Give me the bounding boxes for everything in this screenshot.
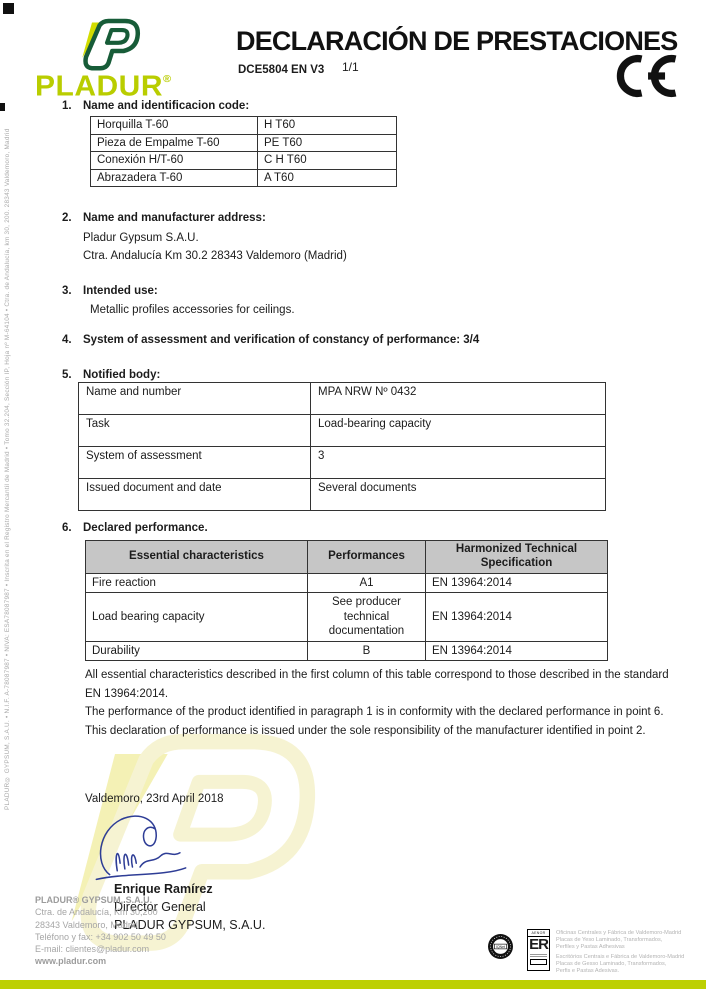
section-5-heading	[62, 369, 160, 381]
section-heading-text: Declared performance.	[83, 522, 208, 534]
column-header: Essential characteristics	[86, 541, 308, 574]
iqnet-certification-icon	[487, 933, 514, 960]
footer-line: Perfis e Pastas Adesivas.	[556, 968, 620, 974]
table-row	[91, 169, 397, 187]
table-row	[86, 574, 608, 593]
section-number: 4.	[62, 334, 72, 346]
label-cell: Name and number	[79, 383, 311, 415]
section-number: 5.	[62, 369, 72, 381]
footer-offices-es	[556, 930, 701, 951]
table-header-row	[86, 541, 608, 574]
specification-cell: EN 13964:2014	[426, 642, 608, 661]
section-heading-text: Name and manufacturer address:	[83, 212, 266, 224]
aenor-fineprint-line	[530, 954, 547, 955]
section-number: 2.	[62, 212, 72, 224]
label-cell: Issued document and date	[79, 479, 311, 511]
corner-print-mark	[3, 3, 14, 14]
section-heading-text: System of assessment and verification of constancy of performance: 3/4	[83, 334, 480, 346]
signatory-name: Enrique Ramírez	[114, 882, 213, 896]
performance-cell: A1	[308, 574, 426, 593]
product-code-cell: A T60	[258, 169, 397, 187]
side-registry-text: PLADUR® GYPSUM, S.A.U. • N.I.F. A-78087987 • NIVA: ESA78087987 • Inscrita en el Registro Mercantil de Madrid • Tomo 32.204, Sección IP, Hoja nº M-64104 • Ctra. de Andalucía, km 30, 200. 28343 Valdemoro, Madrid	[4, 128, 11, 810]
product-name-cell: Pieza de Empalme T-60	[91, 134, 258, 152]
pladur-wordmark	[35, 71, 172, 104]
table-row	[91, 152, 397, 170]
aenor-number-box	[530, 959, 547, 965]
footer-line: Placas de Gesso Laminado, Transformados,	[556, 961, 667, 967]
performance-line: technical	[343, 610, 390, 623]
brand-name: PLADUR	[35, 70, 163, 103]
footer-line: Escritórios Centrais e Fábrica de Valdemoro-Madrid	[556, 954, 685, 960]
page-number: 1/1	[342, 60, 359, 74]
performance-line: See producer	[331, 595, 402, 608]
bottom-accent-bar	[0, 980, 706, 989]
specification-cell: EN 13964:2014	[426, 574, 608, 593]
footer-address-line: 28343 Valdemoro, Madrid	[35, 919, 138, 930]
value-cell: MPA NRW Nº 0432	[311, 383, 606, 415]
footer-phone: Teléfono y fax: +34 902 50 49 50	[35, 931, 166, 942]
product-code-cell: PE T60	[258, 134, 397, 152]
performance-line: documentation	[328, 625, 405, 638]
product-code-cell: H T60	[258, 117, 397, 135]
product-code-cell: C H T60	[258, 152, 397, 170]
page-title: DECLARACIÓN DE PRESTACIONES	[236, 26, 678, 56]
footer-line: Perfiles y Pastas Adhesivas	[556, 944, 625, 950]
section-number: 6.	[62, 522, 72, 534]
footer-company-block	[35, 894, 166, 968]
section-6-heading	[62, 522, 208, 534]
table-row	[79, 479, 606, 511]
place-and-date: Valdemoro, 23rd April 2018	[85, 793, 224, 805]
section-3-heading	[62, 285, 158, 297]
section-heading-text: Notified body:	[83, 369, 161, 381]
legal-paragraphs	[85, 666, 673, 740]
paragraph: The performance of the product identified in paragraph 1 is in conformity with the declared performance in point 6.	[85, 706, 664, 718]
section-heading-text: Name and identificacion code:	[83, 100, 250, 112]
section-1-heading	[62, 100, 249, 112]
section-4-heading	[62, 334, 479, 346]
handwritten-signature	[86, 810, 196, 886]
paragraph: All essential characteristics described in the first column of this table correspond to those described in the standard EN 13964:2014.	[85, 669, 669, 700]
er-label: ER	[529, 936, 548, 953]
specification-cell: EN 13964:2014	[426, 593, 608, 642]
aenor-label: AENOR	[528, 930, 549, 937]
footer-offices-pt	[556, 954, 701, 975]
section-number: 1.	[62, 100, 72, 112]
document-code: DCE5804 EN V3	[238, 64, 325, 76]
column-header: Performances	[308, 541, 426, 574]
footer-address-line: Ctra. de Andalucía, Km 30,200	[35, 907, 158, 918]
characteristic-cell: Durability	[86, 642, 308, 661]
declared-performance-table	[85, 540, 608, 661]
characteristic-cell: Load bearing capacity	[86, 593, 308, 642]
footer-line: Oficinas Centrales y Fábrica de Valdemoro-Madrid	[556, 930, 682, 936]
table-row	[91, 117, 397, 135]
table-row	[86, 593, 608, 642]
table-row	[91, 134, 397, 152]
signatory-role: Director General	[114, 900, 206, 914]
value-cell: 3	[311, 447, 606, 479]
section-number: 3.	[62, 285, 72, 297]
table-row	[79, 383, 606, 415]
paragraph: This declaration of performance is issued under the sole responsibility of the manufacturer identified in point 2.	[85, 724, 646, 737]
aenor-fineprint-line	[530, 956, 547, 957]
ce-mark-icon	[610, 50, 678, 102]
table-row	[79, 447, 606, 479]
column-header: Harmonized Technical Specification	[426, 541, 608, 574]
label-cell: Task	[79, 415, 311, 447]
footer-website: www.pladur.com	[35, 956, 107, 967]
notified-body-table	[78, 382, 606, 511]
identification-code-table	[90, 116, 397, 187]
registered-trademark-symbol: ®	[163, 73, 172, 86]
intended-use-text: Metallic profiles accessories for ceilings.	[90, 304, 295, 316]
table-row	[79, 415, 606, 447]
signatory-company: PLADUR GYPSUM, S.A.U.	[114, 918, 266, 932]
value-cell: Load-bearing capacity	[311, 415, 606, 447]
manufacturer-name: Pladur Gypsum S.A.U.	[83, 232, 199, 244]
table-row	[86, 642, 608, 661]
performance-cell	[308, 593, 426, 642]
footer-company-name: PLADUR® GYPSUM, S.A.U.	[35, 895, 153, 905]
section-2-heading	[62, 212, 266, 224]
manufacturer-address: Ctra. Andalucía Km 30.2 28343 Valdemoro (Madrid)	[83, 250, 347, 262]
pladur-logo-icon	[66, 18, 148, 78]
footer-line: Placas de Yeso Laminado, Transformados,	[556, 937, 663, 943]
value-cell: Several documents	[311, 479, 606, 511]
product-name-cell: Horquilla T-60	[91, 117, 258, 135]
product-name-cell: Abrazadera T-60	[91, 169, 258, 187]
footer-email: E-mail: clientes@pladur.com	[35, 944, 150, 955]
svg-text:IQNet: IQNet	[496, 944, 505, 949]
performance-cell: B	[308, 642, 426, 661]
aenor-er-certification-icon	[527, 929, 550, 971]
section-heading-text: Intended use:	[83, 285, 158, 297]
label-cell: System of assessment	[79, 447, 311, 479]
characteristic-cell: Fire reaction	[86, 574, 308, 593]
product-name-cell: Conexión H/T-60	[91, 152, 258, 170]
